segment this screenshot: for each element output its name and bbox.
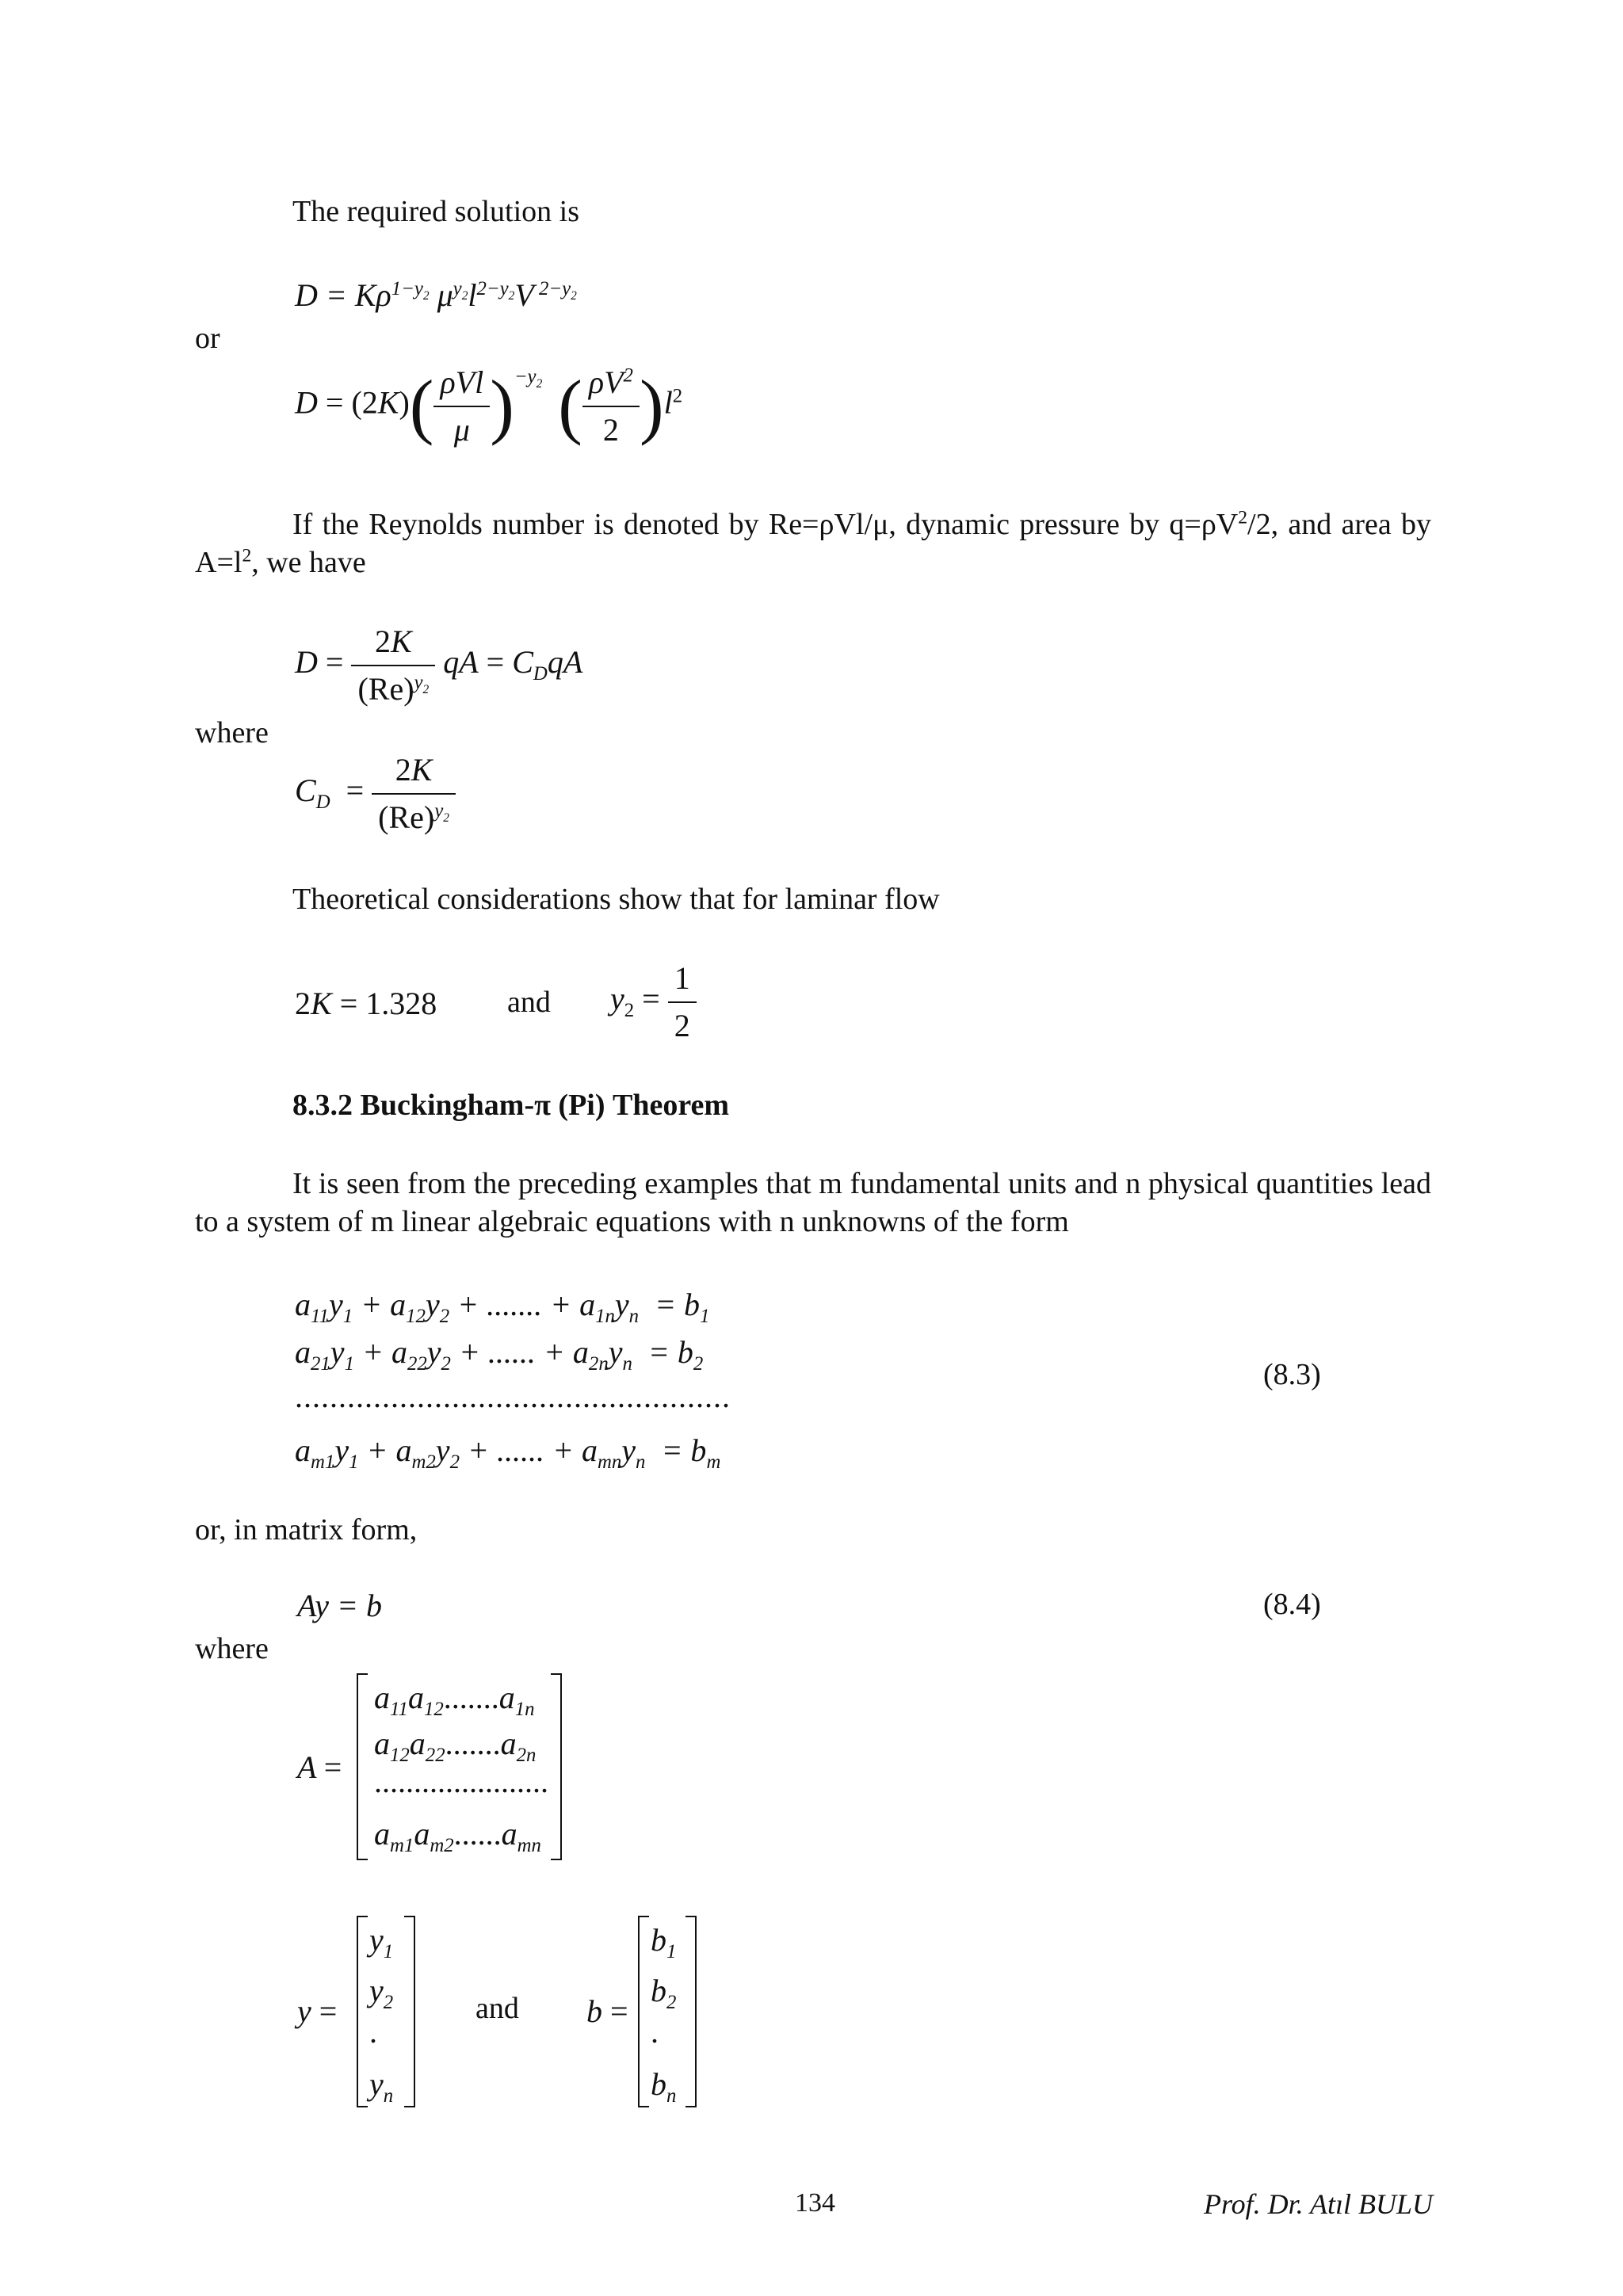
intro-text: The required solution is: [292, 195, 579, 228]
matrix-a-label: A =: [297, 1749, 342, 1785]
vector-y-dot: .: [369, 2014, 377, 2050]
word-and-2: and: [475, 1992, 519, 2025]
section-heading: 8.3.2 Buckingham-π (Pi) Theorem: [292, 1089, 730, 1122]
footer-author: Prof. Dr. Atıl BULU: [1203, 2188, 1433, 2220]
equation-drag-2: D = (2K)( $\frac{\text{ρVl}}{\mu}$ )$^{-y_2}$ ( $\frac{\rho V^2}{2}$ )$l^2$: [295, 364, 683, 448]
theoretical-text: Theoretical considerations show that for laminar flow: [292, 883, 940, 916]
equation-drag-3: D = $\frac{2K}{(Re)^{y_2}}$ qA = $C_DqA$: [295, 624, 583, 707]
equation-system-row-1: $a_{11}y_1 + a_{12}y_2$ + ....... + $a_{1n}y_n = b_1$: [295, 1287, 710, 1327]
matrix-a: [357, 1673, 562, 1860]
vector-y: [357, 1916, 415, 2107]
word-and: and: [507, 986, 551, 1019]
or-matrix-form: or, in matrix form,: [195, 1513, 418, 1547]
vector-b-label: b =: [586, 1993, 628, 2029]
word-where: where: [195, 716, 269, 749]
vector-b: [638, 1916, 697, 2107]
vector-b-n: $b_n$: [651, 2066, 677, 2107]
equation-y2: $y_2$ = $\frac{1}{2}$: [610, 959, 697, 1046]
equation-number-8-3: (8.3): [1263, 1358, 1321, 1391]
equation-number-8-4: (8.4): [1263, 1588, 1321, 1621]
word-where-2: where: [195, 1632, 269, 1665]
matrix-a-row-m: $a_{m1}a_{m2}......a_{mn}$: [374, 1816, 541, 1856]
paragraph-reynolds: If the Reynolds number is denoted by Re=ρVl/μ, dynamic pressure by $q=\rho V^2/2$, and area by $A=l^2$, we have: [195, 507, 1431, 579]
word-or: or: [195, 322, 220, 355]
matrix-a-row-1: $a_{11}a_{12}.......a_{1n}$: [374, 1680, 535, 1720]
vector-y-label: y =: [297, 1993, 338, 2029]
equation-system-row-2: $a_{21}y_1 + a_{22}y_2$ + ...... + $a_{2n}y_n = b_2$: [295, 1334, 704, 1375]
equation-system-row-m: $a_{m1}y_1 + a_{m2}y_2$ + ...... + $a_{mn}y_n = b_m$: [295, 1432, 721, 1473]
equation-drag-1: $D = K\rho^{1-y_2}$ $\mu^{y_2}l^{2-y_2}V$ $^{2-y_2}$: [295, 277, 577, 313]
vector-y-2: $y_2$: [369, 1973, 394, 2013]
page-number: 134: [795, 2188, 835, 2218]
matrix-a-row-2: $a_{12}a_{22}.......a_{2n}$: [374, 1726, 537, 1766]
vector-b-dot: .: [651, 2014, 659, 2050]
vector-y-n: $y_n$: [369, 2066, 394, 2107]
matrix-a-dots: ......................: [374, 1764, 548, 1799]
equation-2k: 2K = 1.328: [295, 986, 437, 1021]
vector-b-1: $b_1$: [651, 1922, 677, 1962]
vector-b-2: $b_2$: [651, 1973, 677, 2013]
vector-y-1: $y_1$: [369, 1922, 394, 1962]
equation-drag-coefficient: $C_D$ = $\frac{2K}{(Re)^{y_2}}$: [295, 750, 456, 837]
equation-ay-b: Ay = b: [297, 1588, 382, 1623]
paragraph-buckingham: It is seen from the preceding examples that m fundamental units and n physical quantities lead to a system of m linear algebraic equations with n unknowns of the form: [195, 1167, 1431, 1238]
equation-system-dots: ..................................................: [295, 1379, 731, 1414]
